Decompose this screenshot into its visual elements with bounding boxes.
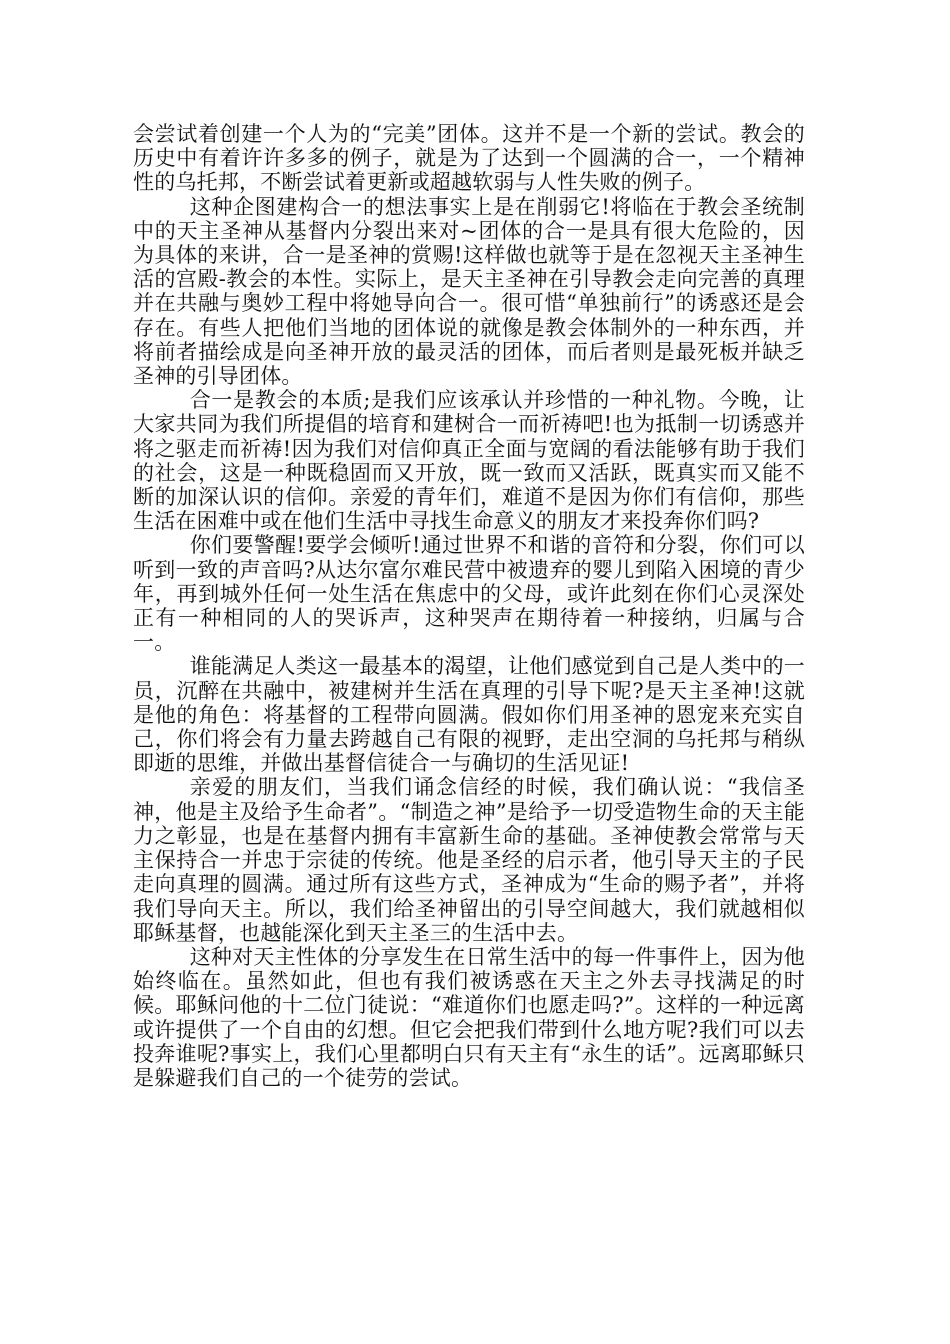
paragraph: 谁能满足人类这一最基本的渴望，让他们感觉到自己是人类中的一员，沉醉在共融中，被建树并生活在真理的引导下呢?是天主圣神!这就是他的角色：将基督的工程带向圆满。假如你们用圣神的恩宠来充实自己，你们将会有力量去跨越自己有限的视野，走出空洞的乌托邦与稍纵即逝的思维，并做出基督信徒合一与确切的生活见证! (133, 654, 805, 776)
paragraph: 这种对天主性体的分享发生在日常生活中的每一件事件上，因为他始终临在。虽然如此，但也有我们被诱惑在天主之外去寻找满足的时候。耶稣问他的十二位门徒说：“难道你们也愿走吗?”。这样的一种远离或许提供了一个自由的幻想。但它会把我们带到什么地方呢?我们可以去投奔谁呢?事实上，我们心里都明白只有天主有“永生的话”。远离耶稣只是躲避我们自己的一个徒劳的尝试。 (133, 944, 805, 1090)
paragraph-continued: 会尝试着创建一个人为的“完美”团体。这并不是一个新的尝试。教会的历史中有着许许多多的例子，就是为了达到一个圆满的合一，一个精神性的乌托邦，不断尝试着更新或超越软弱与人性失败的例子。 (133, 122, 805, 195)
paragraph: 你们要警醒!要学会倾听!通过世界不和谐的音符和分裂，你们可以听到一致的声音吗?从达尔富尔难民营中被遗弃的婴儿到陷入困境的青少年，再到城外任何一处生活在焦虑中的父母，或许此刻在你们心灵深处正有一种相同的人的哭诉声，这种哭声在期待着一种接纳，归属与合一。 (133, 533, 805, 655)
paragraph: 合一是教会的本质;是我们应该承认并珍惜的一种礼物。今晚，让大家共同为我们所提倡的培育和建树合一而祈祷吧!也为抵制一切诱惑并将之驱走而祈祷!因为我们对信仰真正全面与宽阔的看法能够有助于我们的社会，这是一种既稳固而又开放，既一致而又活跃，既真实而又能不断的加深认识的信仰。亲爱的青年们，难道不是因为你们有信仰，那些生活在困难中或在他们生活中寻找生命意义的朋友才来投奔你们吗? (133, 388, 805, 534)
paragraph: 亲爱的朋友们，当我们诵念信经的时候，我们确认说：“我信圣神，他是主及给予生命者”。“制造之神”是给予一切受造物生命的天主能力之彰显，也是在基督内拥有丰富新生命的基础。圣神使教会常常与天主保持合一并忠于宗徒的传统。他是圣经的启示者，他引导天主的子民走向真理的圆满。通过所有这些方式，圣神成为“生命的赐予者”，并将我们导向天主。所以，我们给圣神留出的引导空间越大，我们就越相似耶稣基督，也越能深化到天主圣三的生活中去。 (133, 775, 805, 945)
document-body (133, 122, 805, 1090)
paragraph: 这种企图建构合一的想法事实上是在削弱它!将临在于教会圣统制中的天主圣神从基督内分裂出来对~团体的合一是具有很大危险的，因为具体的来讲，合一是圣神的赏赐!这样做也就等于是在忽视天主圣神生活的宫殿-教会的本性。实际上，是天主圣神在引导教会走向完善的真理并在共融与奥妙工程中将她导向合一。很可惜“单独前行”的诱惑还是会存在。有些人把他们当地的团体说的就像是教会体制外的一种东西，并将前者描绘成是向圣神开放的最灵活的团体，而后者则是最死板并缺乏圣神的引导团体。 (133, 194, 805, 389)
